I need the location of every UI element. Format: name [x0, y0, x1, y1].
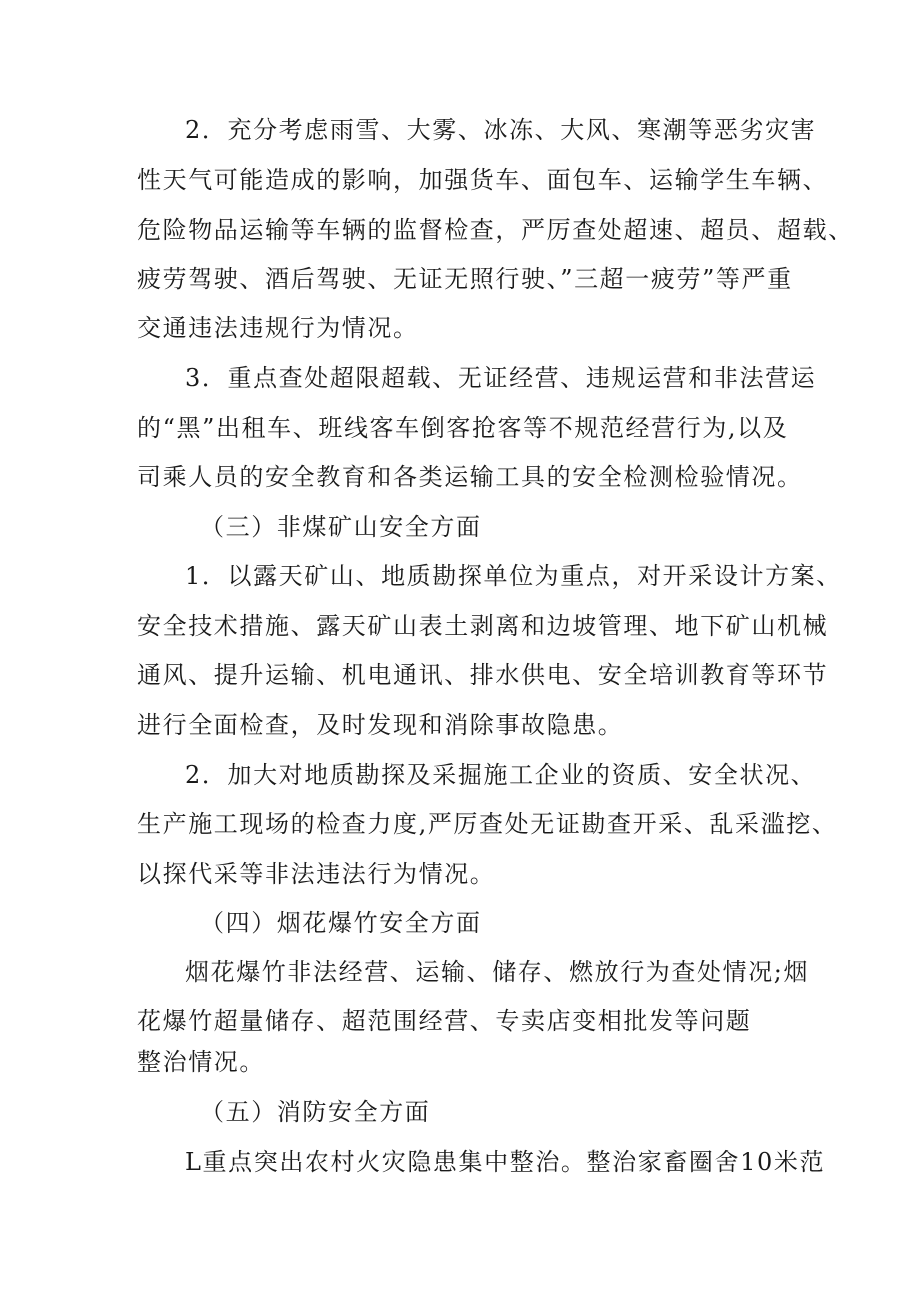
text-line: 通风、提升运输、机电通讯、排水供电、安全培训教育等环节: [137, 661, 829, 689]
text-line: 进行全面检查，及时发现和消除事故隐患。: [137, 711, 624, 739]
text-line: L重点突出农村火灾隐患集中整治。整治家畜圈舍10米范: [185, 1148, 826, 1176]
text-line: 2．充分考虑雨雪、大雾、冰冻、大风、寒潮等恶劣灾害: [185, 116, 817, 144]
text-line: 危险物品运输等车辆的监督检查，严厉查处超速、超员、超载、: [137, 216, 854, 244]
text-line: 的“黑”出租车、班线客车倒客抢客等不规范经营行为,以及: [137, 414, 789, 442]
text-line: 烟花爆竹非法经营、运输、储存、燃放行为查处情况;烟: [185, 958, 810, 986]
text-line: 以探代采等非法违法行为情况。: [137, 860, 496, 888]
text-line: 3．重点查处超限超载、无证经营、违规运营和非法营运: [185, 364, 817, 392]
section-heading: （三）非煤矿山安全方面: [200, 513, 482, 541]
text-line: 交通违法违规行为情况。: [137, 314, 419, 342]
text-line: 司乘人员的安全教育和各类运输工具的安全检测检验情况。: [137, 463, 803, 491]
section-heading: （五）消防安全方面: [200, 1098, 431, 1126]
text-line: 生产施工现场的检查力度,严厉查处无证勘查开采、乱采滥挖、: [137, 810, 838, 838]
text-line: 性天气可能造成的影响，加强货车、面包车、运输学生车辆、: [137, 166, 829, 194]
text-line: 2．加大对地质勘探及采掘施工企业的资质、安全状况、: [185, 761, 817, 789]
text-line: 疲劳驾驶、酒后驾驶、无证无照行驶、”三超一疲劳”等严重: [137, 265, 793, 293]
text-line: 整治情况。: [137, 1048, 265, 1076]
text-line: 1．以露天矿山、地质勘探单位为重点，对开采设计方案、: [185, 562, 842, 590]
section-heading: （四）烟花爆竹安全方面: [200, 909, 482, 937]
text-line: 花爆竹超量储存、超范围经营、专卖店变相批发等问题: [137, 1007, 752, 1035]
text-line: 安全技术措施、露天矿山表土剥离和边坡管理、地下矿山机械: [137, 612, 829, 640]
